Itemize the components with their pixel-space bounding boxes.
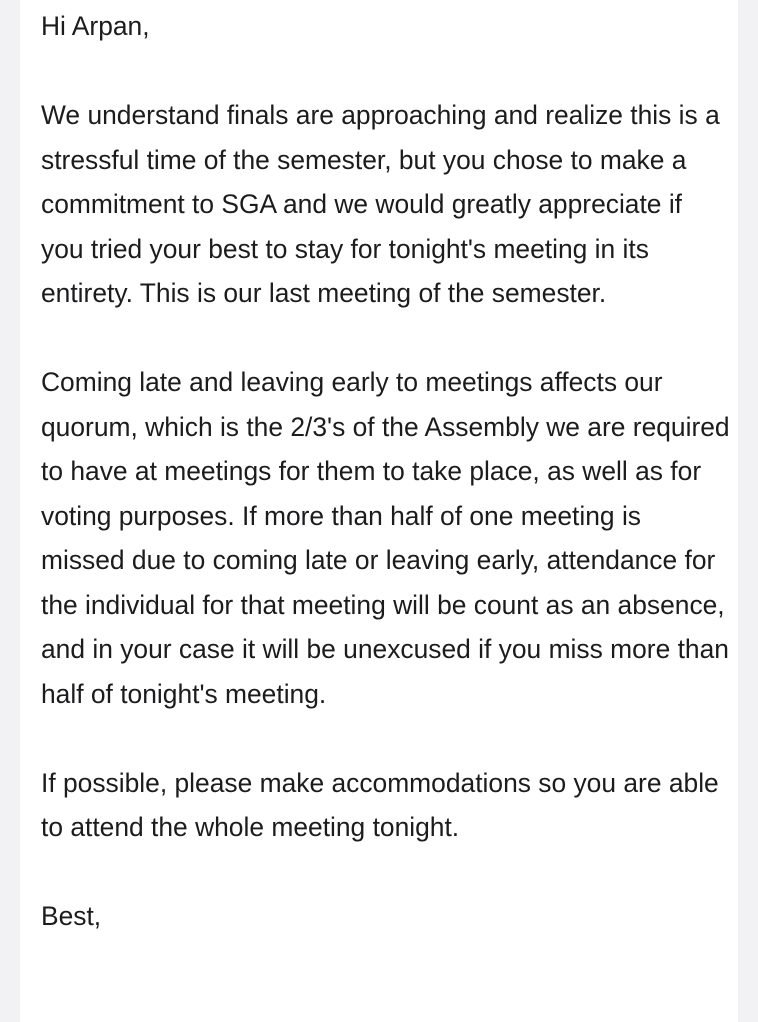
email-message-card — [20, 0, 738, 1022]
email-greeting: Hi Arpan, — [41, 11, 150, 41]
email-body — [41, 4, 731, 939]
email-paragraph-3: If possible, please make accommodations so you are able to attend the whole meeting tonight. — [41, 767, 719, 842]
email-paragraph-2: Coming late and leaving early to meetings affects our quorum, which is the 2/3's of the Assembly we are required to have at meetings for them to take place, as well as for voting purposes. If more than half of one meeting is missed due to coming late or leaving early, attendance for the individual for that meeting will be count as an absence, and in your case it will be unexcused if you miss more than half of tonight's meeting. — [41, 367, 730, 709]
email-signoff: Best, — [41, 901, 102, 931]
email-paragraph-1: We understand finals are approaching and realize this is a stressful time of the semester, but you chose to make a commitment to SGA and we would greatly appreciate if you tried your best to stay for tonight's meeting in its entirety. This is our last meeting of the semester. — [41, 100, 720, 308]
